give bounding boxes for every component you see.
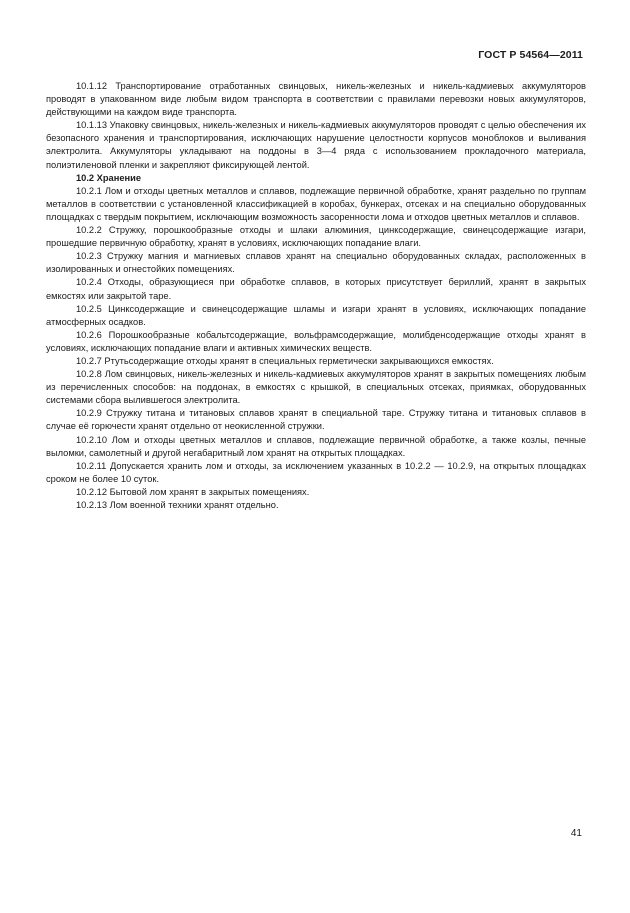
paragraph-10-2-1: 10.2.1 Лом и отходы цветных металлов и сплавов, подлежащие первичной обработке, хранят раздельно по группам металлов в соответствии с установленной классификацией в коробах, бункерах, отсеках и на специально оборудованных площадках с твердым покрытием, исключающим возможность засоренности лома и отходов цветных металлов и сплавов.	[46, 185, 586, 222]
paragraph-10-2-11: 10.2.11 Допускается хранить лом и отходы, за исключением указанных в 10.2.2 — 10.2.9, на открытых площадках сроком не более 10 суток.	[46, 460, 586, 484]
paragraph-10-2-3: 10.2.3 Стружку магния и магниевых сплавов хранят на специально оборудованных складах, расположенных в изолированных и огнестойких помещениях.	[46, 251, 586, 275]
paragraph-10-2-5: 10.2.5 Цинксодержащие и свинецсодержащие шламы и изгари хранят в условиях, исключающих попадание атмосферных осадков.	[46, 303, 586, 327]
paragraph-10-2-9: 10.2.9 Стружку титана и титановых сплавов хранят в специальной таре. Стружку титана и титановых сплавов в случае её горючести хранят отдельно от неокисленной стружки.	[46, 408, 586, 432]
paragraph-10-2-4: 10.2.4 Отходы, образующиеся при обработке сплавов, в которых присутствует бериллий, хранят в закрытых емкостях или закрытой таре.	[46, 277, 586, 301]
paragraph-10-1-12: 10.1.12 Транспортирование отработанных свинцовых, никель-железных и никель-кадмиевых аккумуляторов проводят в упакованном виде любым видом транспорта в соответствии с правилами перевозки новых аккумуляторов, действующими на каждом виде транспорта.	[46, 81, 586, 118]
paragraph-10-2-12: 10.2.12 Бытовой лом хранят в закрытых помещениях.	[76, 486, 310, 497]
paragraph-10-2-8: 10.2.8 Лом свинцовых, никель-железных и никель-кадмиевых аккумуляторов хранят в закрытых помещениях любым из перечисленных способов: на поддонах, в емкостях с крышкой, в специальных отсеках, приямках, оборудованных системами сбора вылившегося электролита.	[46, 369, 586, 406]
paragraph-10-2-6: 10.2.6 Порошкообразные кобальтсодержащие, вольфрамсодержащие, молибденсодержащие отходы хранят в условиях, исключающих попадание влаги и активных химических веществ.	[46, 329, 586, 353]
paragraph-10-1-13: 10.1.13 Упаковку свинцовых, никель-железных и никель-кадмиевых аккумуляторов проводят с целью обеспечения их безопасного хранения и транспортирования, исключающих нарушение целостности корпусов моноблоков и выливания электролита. Аккумуляторы укладывают на поддоны в 3—4 ряда с использованием прокладочного материала, полиэтиленовой пленки и закрепляют фиксирующей лентой.	[46, 120, 586, 170]
paragraph-10-2-2: 10.2.2 Стружку, порошкообразные отходы и шлаки алюминия, цинксодержащие, свинецсодержащие изгари, прошедшие первичную обработку, хранят в условиях, исключающих попадание влаги.	[46, 225, 586, 249]
paragraph-10-2-7: 10.2.7 Ртутьсодержащие отходы хранят в специальных герметически закрывающихся емкостях.	[76, 355, 494, 366]
paragraph-10-2-10: 10.2.10 Лом и отходы цветных металлов и сплавов, подлежащие первичной обработке, а также козлы, печные выломки, самолетный и другой негабаритный лом хранят на открытых площадках.	[46, 434, 586, 458]
standard-header: ГОСТ Р 54564—2011	[478, 49, 583, 61]
paragraph-10-2-13: 10.2.13 Лом военной техники хранят отдельно.	[76, 500, 279, 510]
section-heading: 10.2 Хранение	[76, 172, 142, 183]
page-number: 41	[570, 828, 582, 839]
document-body	[46, 80, 586, 512]
